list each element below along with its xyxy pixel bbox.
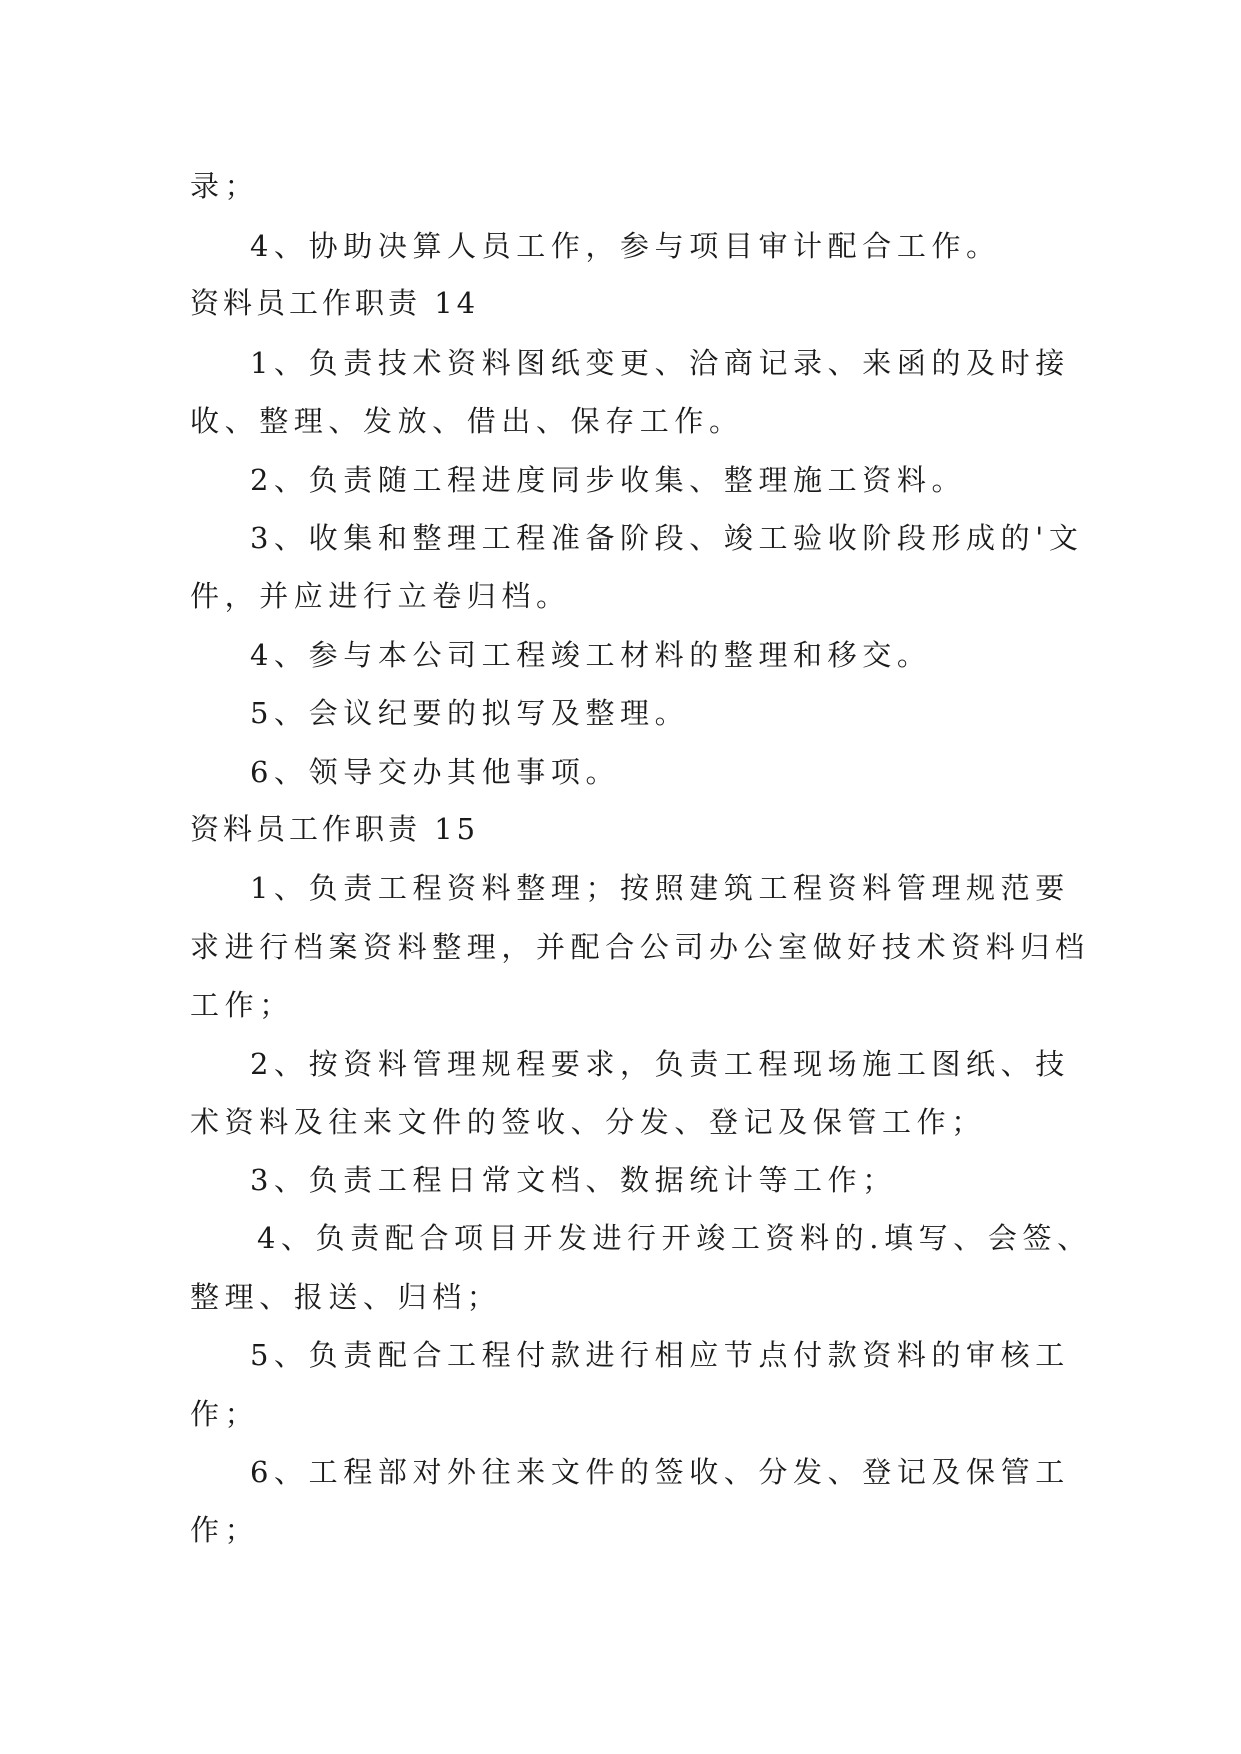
paragraph-line: 3、负责工程日常文档、数据统计等工作； (250, 1163, 897, 1197)
paragraph-line: 6、领导交办其他事项。 (250, 755, 621, 789)
paragraph-line: 整理、报送、归档； (190, 1280, 502, 1314)
paragraph-line: 工作； (190, 988, 294, 1022)
paragraph-line: 5、负责配合工程付款进行相应节点付款资料的审核工 (250, 1338, 1070, 1372)
paragraph-line: 5、会议纪要的拟写及整理。 (250, 696, 690, 730)
section-heading-14: 资料员工作职责 14 (190, 286, 480, 320)
paragraph-line: 3、收集和整理工程准备阶段、竣工验收阶段形成的'文 (250, 521, 1084, 555)
paragraph-line: 2、负责随工程进度同步收集、整理施工资料。 (250, 463, 967, 497)
paragraph-line: 收、整理、发放、借出、保存工作。 (190, 404, 744, 438)
paragraph-line: 件，并应进行立卷归档。 (190, 579, 571, 613)
paragraph-line: 录； (190, 169, 260, 203)
paragraph-line: 4、协助决算人员工作，参与项目审计配合工作。 (250, 229, 1001, 263)
paragraph-line: 6、工程部对外往来文件的签收、分发、登记及保管工 (250, 1455, 1070, 1489)
paragraph-line: 作； (190, 1397, 260, 1431)
paragraph-line: 作； (190, 1513, 260, 1547)
paragraph-line: 1、负责技术资料图纸变更、洽商记录、来函的及时接 (250, 346, 1070, 380)
paragraph-line: 4、负责配合项目开发进行开竣工资料的.填写、会签、 (257, 1221, 1092, 1255)
paragraph-line: 1、负责工程资料整理；按照建筑工程资料管理规范要 (250, 871, 1070, 905)
paragraph-line: 2、按资料管理规程要求，负责工程现场施工图纸、技 (250, 1047, 1070, 1081)
paragraph-line: 求进行档案资料整理，并配合公司办公室做好技术资料归档 (190, 930, 1090, 964)
paragraph-line: 4、参与本公司工程竣工材料的整理和移交。 (250, 638, 932, 672)
section-heading-15: 资料员工作职责 15 (190, 812, 480, 846)
paragraph-line: 术资料及往来文件的签收、分发、登记及保管工作； (190, 1105, 986, 1139)
